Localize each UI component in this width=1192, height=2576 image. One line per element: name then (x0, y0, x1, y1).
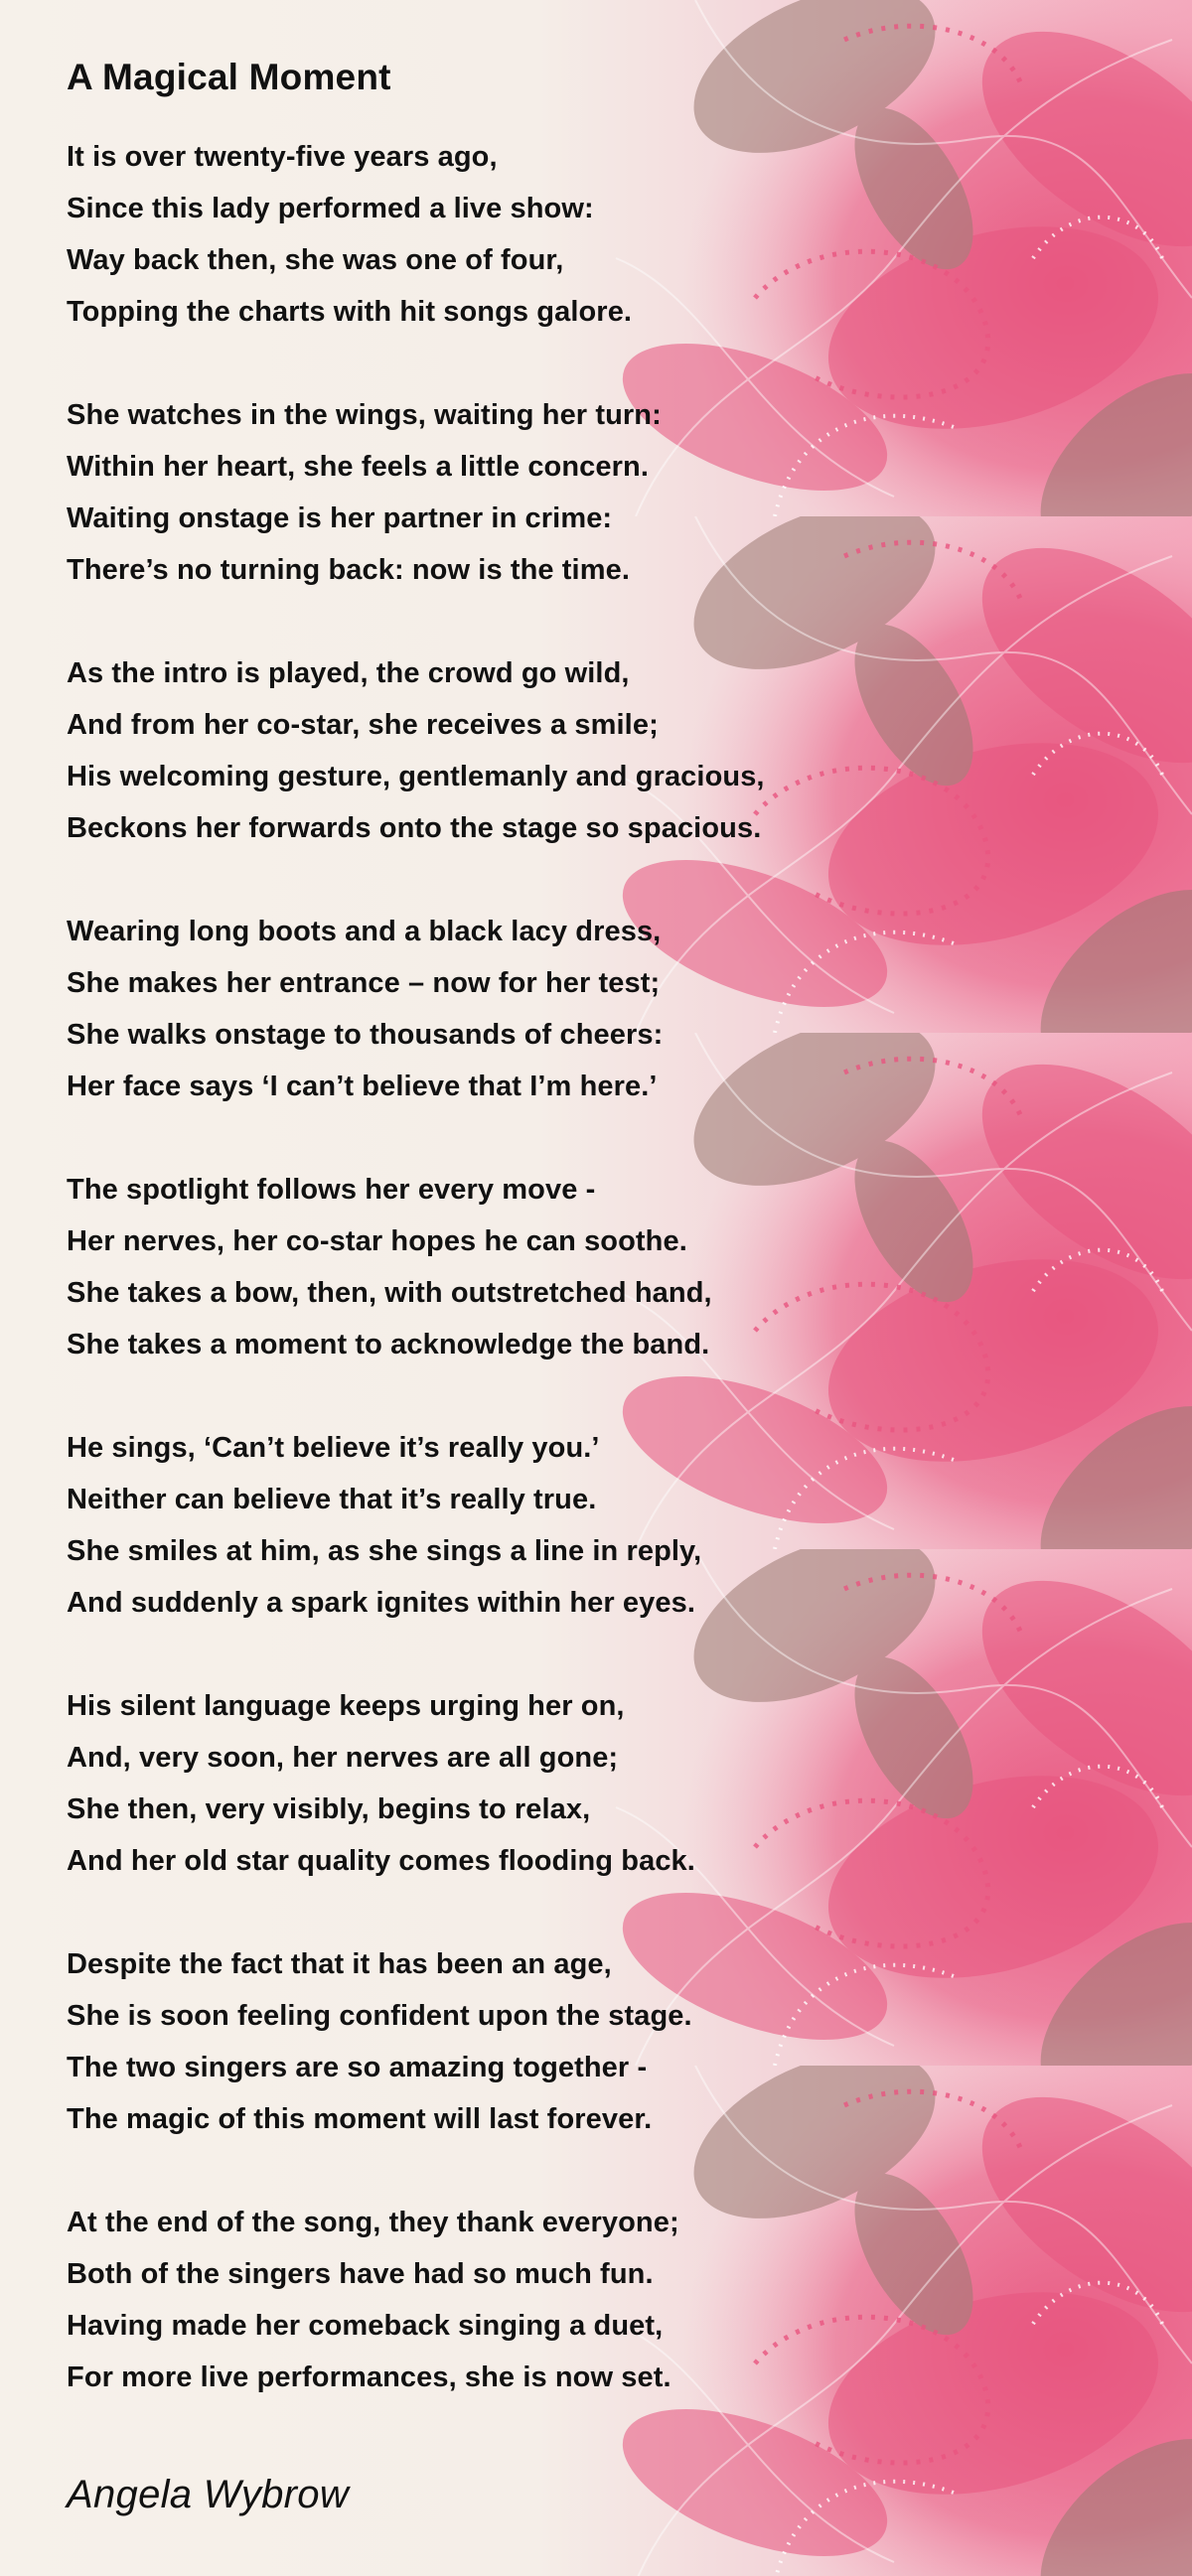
poem-line: Beckons her forwards onto the stage so spacious. (67, 812, 762, 844)
poem-line: His silent language keeps urging her on, (67, 1690, 625, 1722)
poem-line: It is over twenty-five years ago, (67, 141, 498, 173)
poem-line: Having made her comeback singing a duet, (67, 2310, 664, 2342)
poem-line: She watches in the wings, waiting her turn: (67, 399, 662, 431)
poem-line: At the end of the song, they thank everyone; (67, 2207, 679, 2238)
poem-stanza (67, 1680, 961, 1887)
poem-line: Despite the fact that it has been an age, (67, 1948, 612, 1980)
poem-line: For more live performances, she is now set. (67, 2361, 671, 2393)
poem-line: Within her heart, she feels a little concern. (67, 451, 650, 483)
poem-line: And from her co-star, she receives a smile; (67, 709, 659, 741)
poem-line: There’s no turning back: now is the time. (67, 554, 630, 586)
poem-line: And suddenly a spark ignites within her eyes. (67, 1587, 695, 1619)
poem-stanza (67, 1164, 961, 1370)
poem-line: Way back then, she was one of four, (67, 244, 564, 276)
poem-stanza (67, 2197, 961, 2403)
poem-line: Wearing long boots and a black lacy dress, (67, 916, 662, 947)
poem-content (67, 48, 961, 2455)
poem-stanza (67, 389, 961, 596)
poem-line: She then, very visibly, begins to relax, (67, 1793, 591, 1825)
poem-stanza (67, 906, 961, 1112)
poem-line: Topping the charts with hit songs galore. (67, 296, 633, 328)
poem-stanza (67, 647, 961, 854)
poem-line: She makes her entrance – now for her test; (67, 967, 661, 999)
poem-line: She is soon feeling confident upon the stage. (67, 2000, 692, 2032)
poem-stanza (67, 131, 961, 338)
poem-stanza (67, 1422, 961, 1629)
poem-line: She takes a bow, then, with outstretched hand, (67, 1277, 712, 1309)
poem-line: The two singers are so amazing together - (67, 2052, 648, 2083)
poem-line: His welcoming gesture, gentlemanly and gracious, (67, 761, 765, 792)
poem-line: The spotlight follows her every move - (67, 1174, 596, 1206)
poem-line: Neither can believe that it’s really true. (67, 1484, 597, 1515)
poem-line: Waiting onstage is her partner in crime: (67, 502, 613, 534)
poem-line: He sings, ‘Can’t believe it’s really you.’ (67, 1432, 600, 1464)
poem-line: Both of the singers have had so much fun. (67, 2258, 654, 2290)
poem-line: And, very soon, her nerves are all gone; (67, 1742, 619, 1774)
poem-line: Her face says ‘I can’t believe that I’m here.’ (67, 1071, 658, 1102)
poem-line: And her old star quality comes flooding back. (67, 1845, 695, 1877)
poem-author: Angela Wybrow (67, 2473, 350, 2516)
poem-body (67, 131, 961, 2403)
poem-line: As the intro is played, the crowd go wild, (67, 657, 630, 689)
poem-line: The magic of this moment will last forever. (67, 2103, 653, 2135)
poem-line: Since this lady performed a live show: (67, 193, 594, 224)
poem-line: She takes a moment to acknowledge the band. (67, 1329, 710, 1360)
poem-line: Her nerves, her co-star hopes he can soothe. (67, 1225, 687, 1257)
poem-title: A Magical Moment (67, 57, 391, 97)
poem-line: She smiles at him, as she sings a line in reply, (67, 1535, 702, 1567)
poem-stanza (67, 1938, 961, 2145)
poem-line: She walks onstage to thousands of cheers: (67, 1019, 664, 1051)
